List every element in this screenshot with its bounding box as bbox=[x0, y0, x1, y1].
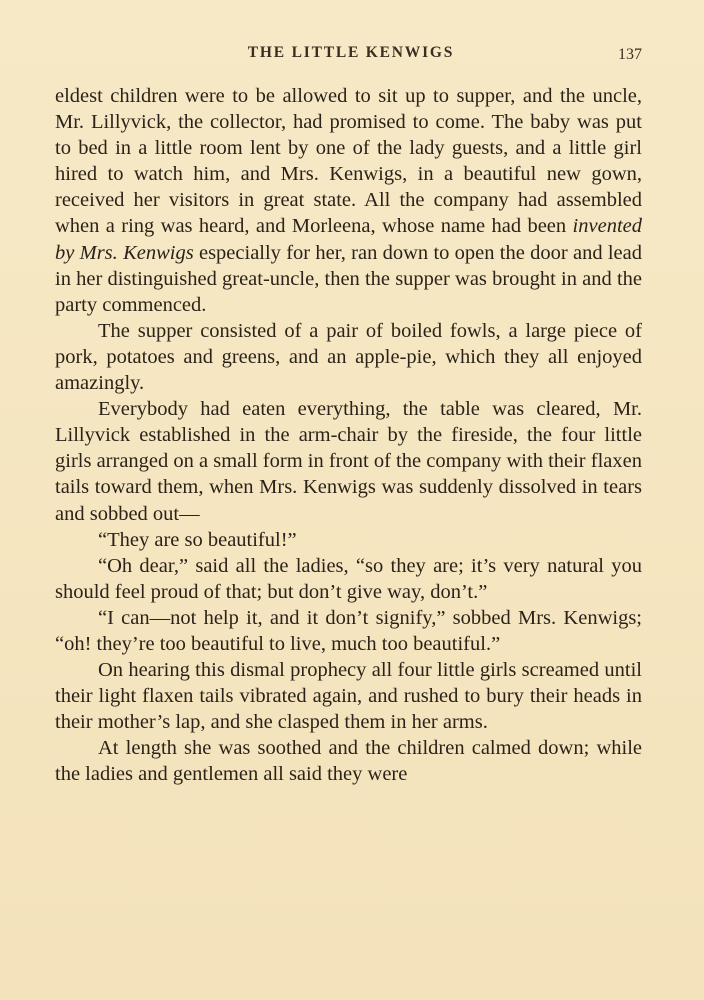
running-head: THE LITTLE KENWIGS bbox=[247, 44, 455, 61]
italic-text-run: invented by Mrs. Kenwigs bbox=[55, 215, 642, 264]
page-number: 137 bbox=[618, 46, 642, 63]
paragraph bbox=[55, 553, 642, 605]
text-run: “They are so beautiful!” bbox=[98, 528, 297, 551]
text-run: “Oh dear,” said all the ladies, “so they are; it’s very natural you should feel proud of that; but don’t give way, don’t.” bbox=[55, 554, 642, 603]
text-run: Everybody had eaten everything, the table was cleared, Mr. Lillyvick established in the arm-chair by the fireside, the four little girls arranged on a small form in front of the company with their flaxen tails toward them, when Mrs. Kenwigs was suddenly dissolved in tears and sobbed out— bbox=[55, 398, 642, 525]
paragraph bbox=[55, 605, 642, 657]
text-run: “I can—not help it, and it don’t signify,” sobbed Mrs. Kenwigs; “oh! they’re too beautiful to live, much too beautiful.” bbox=[55, 606, 642, 655]
paragraph bbox=[55, 735, 642, 787]
text-run: eldest children were to be allowed to sit up to supper, and the uncle, Mr. Lillyvick, the collector, had promised to come. The baby was put to bed in a little room lent by one of the lady guests, and a little girl hired to watch him, and Mrs. Kenwigs, in a beautiful new gown, received her visitors in great state. All the company had assembled when a ring was heard, and Morleena, whose name had been bbox=[55, 85, 642, 238]
text-run: At length she was soothed and the children calmed down; while the ladies and gentlemen all said they were bbox=[55, 737, 642, 786]
paragraph bbox=[55, 396, 642, 526]
paragraph bbox=[55, 527, 642, 553]
text-run: On hearing this dismal prophecy all four little girls screamed until their light flaxen tails vibrated again, and rushed to bury their heads in their mother’s lap, and she clasped them in her arms. bbox=[55, 659, 642, 734]
paragraph bbox=[55, 83, 642, 318]
paragraph bbox=[55, 318, 642, 396]
text-run: especially for her, ran down to open the door and lead in her distinguished great-uncle, then the supper was brought in and the party commenced. bbox=[55, 241, 642, 316]
paragraph bbox=[55, 657, 642, 735]
page-header bbox=[56, 44, 646, 70]
text-run: The supper consisted of a pair of boiled fowls, a large piece of pork, potatoes and greens, and an apple-pie, which they all enjoyed amazingly. bbox=[55, 319, 642, 395]
body-text bbox=[55, 83, 642, 788]
